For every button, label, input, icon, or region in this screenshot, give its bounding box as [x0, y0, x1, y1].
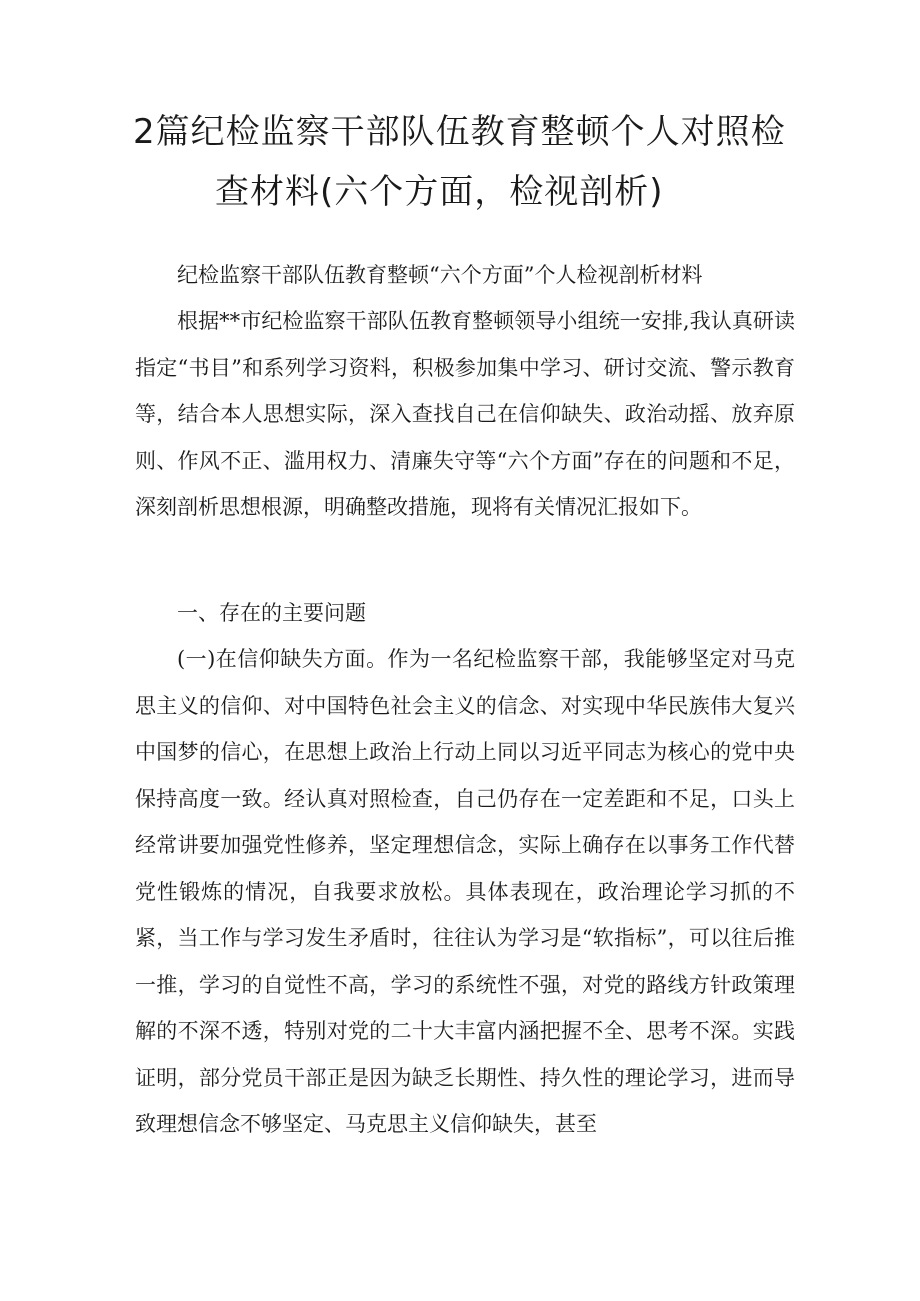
intro-paragraph: 根据**市纪检监察干部队伍教育整顿领导小组统一安排,我认真研读指定“书目”和系列学习资料，积极参加集中学习、研讨交流、警示教育等，结合本人思想实际，深入查找自己在信仰缺失、政治动摇、放弃原则、作风不正、滥用权力、清廉失守等“六个方面”存在的问题和不足，深刻剖析思想根源，明确整改措施，现将有关情况汇报如下。	[135, 309, 795, 519]
intro-section	[135, 298, 795, 531]
document-title	[0, 102, 920, 222]
section-1-paragraph: (一)在信仰缺失方面。作为一名纪检监察干部，我能够坚定对马克思主义的信仰、对中国特色社会主义的信念、对实现中华民族伟大复兴中国梦的信心，在思想上政治上行动上同以习近平同志为核心的党中央保持高度一致。经认真对照检查，自己仍存在一定差距和不足，口头上经常讲要加强党性修养，坚定理想信念，实际上确存在以事务工作代替党性锻炼的情况，自我要求放松。具体表现在，政治理论学习抓的不紧，当工作与学习发生矛盾时，往往认为学习是“软指标”，可以往后推一推，学习的自觉性不高，学习的系统性不强，对党的路线方针政策理解的不深不透，特别对党的二十大丰富内涵把握不全、思考不深。实践证明，部分党员干部正是因为缺乏长期性、持久性的理论学习，进而导致理想信念不够坚定、马克思主义信仰缺失，甚至	[135, 647, 795, 1136]
document-subtitle: 纪检监察干部队伍教育整顿“六个方面”个人检视剖析材料	[177, 263, 703, 287]
section-1-body	[135, 636, 795, 1148]
title-line-2: 查材料(六个方面，检视剖析)	[215, 172, 664, 212]
section-heading: 一、存在的主要问题	[177, 601, 366, 625]
title-line-1: 2篇纪检监察干部队伍教育整顿个人对照检	[133, 112, 786, 152]
